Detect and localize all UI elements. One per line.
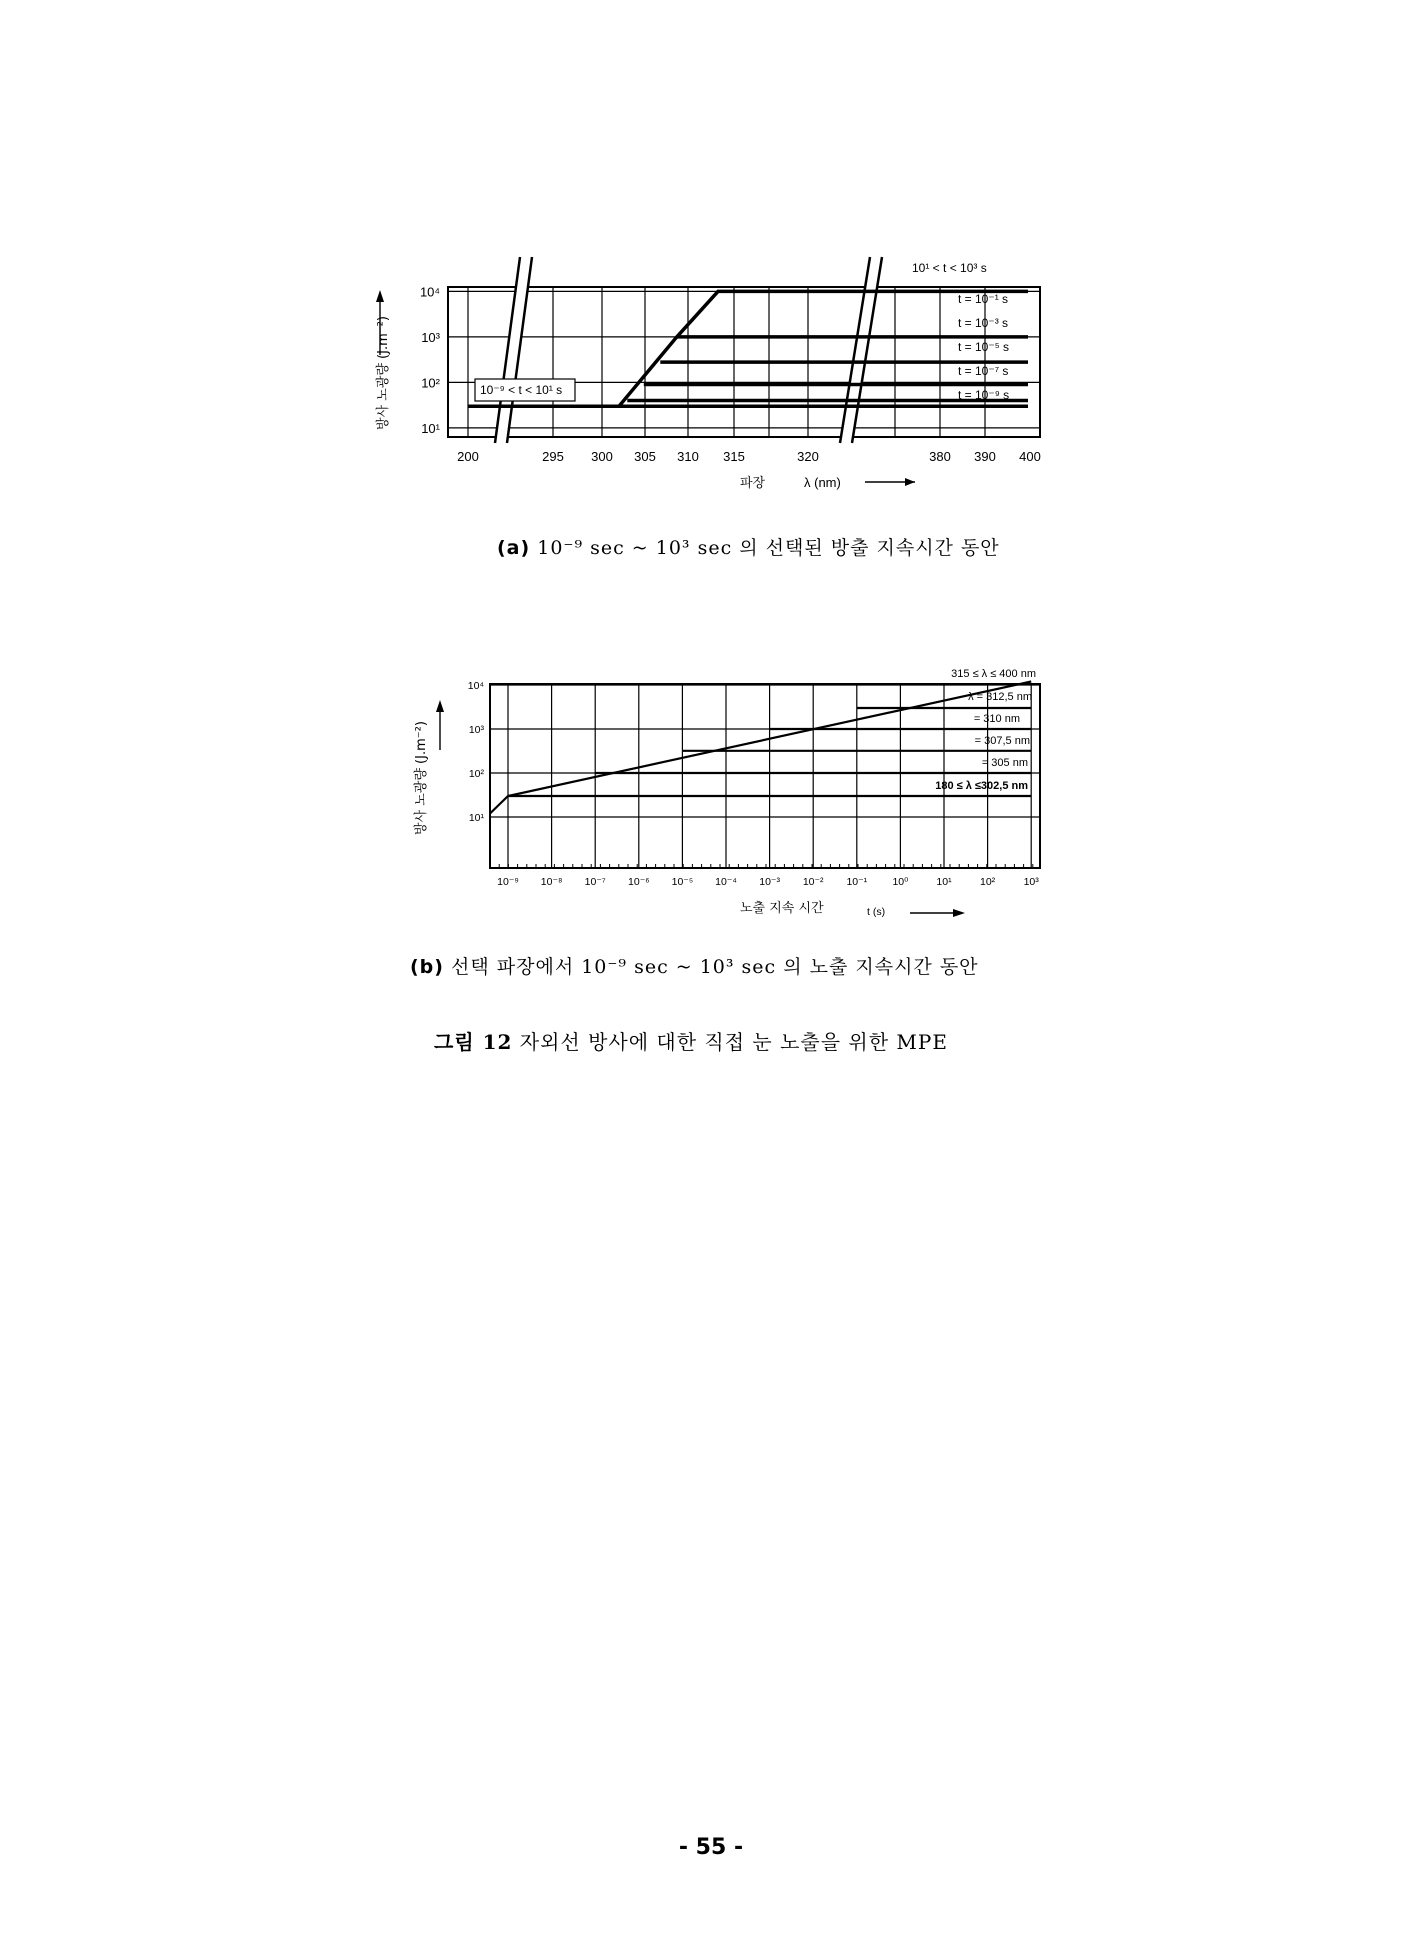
caption-a	[497, 533, 1000, 560]
chart-b-start-ramp	[490, 796, 508, 814]
caption-b-text: 선택 파장에서 10⁻⁹ sec ~ 10³ sec 의 노출 지속시간 동안	[451, 956, 979, 978]
chart-b-y-arrowhead	[436, 700, 444, 712]
chart-a-series-label-5: t = 10⁻⁹ s	[958, 388, 1010, 402]
chart-b-grid	[490, 684, 1040, 868]
caption-a-label: (a)	[497, 537, 531, 559]
chart-b-xtick-9: 10⁰	[892, 876, 909, 888]
chart-a-axis-break-0	[495, 257, 532, 443]
chart-a-ytick-2: 10³	[421, 329, 440, 345]
chart-b-xlabel-unit: t (s)	[867, 906, 886, 918]
chart-b-xtick-2: 10⁻⁷	[584, 876, 606, 888]
chart-a	[375, 257, 1041, 491]
chart-a-xtick-3: 305	[634, 449, 656, 464]
chart-b-frame	[490, 684, 1040, 868]
chart-b-ytick-0: 10¹	[468, 812, 484, 824]
chart-b-xtick-11: 10²	[980, 876, 996, 888]
chart-a-series-labels	[475, 261, 1009, 402]
chart-b-xtick-12: 10³	[1023, 876, 1039, 888]
page-number: - 55 -	[678, 1835, 744, 1860]
chart-a-xlabel: λ (nm)	[804, 475, 841, 490]
chart-a-xtick-1: 295	[542, 449, 564, 464]
chart-b-series-label-0: 315 ≤ λ ≤ 400 nm	[951, 668, 1036, 680]
caption-a-text: 10⁻⁹ sec ~ 10³ sec 의 선택된 방출 지속시간 동안	[537, 537, 1000, 559]
chart-b-series-label-3: = 307,5 nm	[974, 735, 1030, 747]
chart-a-series-label-1: t = 10⁻¹ s	[958, 292, 1009, 306]
figure-text: 자외선 방사에 대한 직접 눈 노출을 위한 MPE	[519, 1030, 948, 1054]
chart-a-series-label-6: 10⁻⁹ < t < 10¹ s	[480, 383, 563, 397]
chart-a-xlabel-prefix: 파장	[740, 476, 766, 491]
chart-a-xtick-0: 200	[457, 449, 479, 464]
figure-caption	[434, 1026, 948, 1055]
chart-a-ytick-1: 10²	[421, 375, 440, 391]
chart-a-series-label-4: t = 10⁻⁷ s	[958, 364, 1009, 378]
chart-a-y-arrowhead	[376, 290, 384, 302]
chart-b-series-label-1: λ = 312,5 nm	[968, 691, 1032, 703]
chart-a-xtick-9: 400	[1019, 449, 1041, 464]
chart-b-x-arrowhead	[953, 909, 965, 917]
chart-a-xtick-8: 390	[974, 449, 996, 464]
chart-a-ytick-0: 10¹	[421, 420, 440, 436]
chart-b-xtick-1: 10⁻⁸	[540, 876, 563, 888]
chart-b-xtick-3: 10⁻⁶	[628, 876, 650, 888]
chart-a-ylabel: 방사 노광량 (J.m⁻²)	[376, 316, 391, 430]
chart-b-series-label-2: = 310 nm	[973, 713, 1020, 725]
chart-a-xtick-5: 315	[723, 449, 745, 464]
chart-a-ytick-3: 10⁴	[419, 284, 440, 300]
chart-b-xtick-8: 10⁻¹	[846, 876, 868, 888]
chart-a-series-label-2: t = 10⁻³ s	[958, 316, 1009, 330]
chart-b-ytick-3: 10⁴	[467, 680, 484, 692]
chart-a-series-label-3: t = 10⁻⁵ s	[958, 340, 1009, 354]
chart-a-grid	[448, 257, 1040, 443]
chart-b-xtick-5: 10⁻⁴	[715, 876, 737, 888]
chart-b-ylabel: 방사 노광량 (J.m⁻²)	[414, 721, 429, 835]
chart-b-xlabel: 노출 지속 시간	[740, 901, 824, 916]
caption-b	[410, 952, 979, 979]
chart-b-xtick-4: 10⁻⁵	[671, 876, 694, 888]
chart-b-xtick-10: 10¹	[936, 876, 952, 888]
chart-a-xtick-2: 300	[591, 449, 613, 464]
chart-a-xtick-7: 380	[929, 449, 951, 464]
chart-b	[413, 668, 1040, 918]
chart-a-x-arrowhead	[905, 478, 915, 486]
chart-b-xtick-0: 10⁻⁹	[497, 876, 519, 888]
chart-b-ytick-2: 10³	[468, 724, 484, 736]
chart-b-ytick-1: 10²	[468, 768, 484, 780]
chart-b-xtick-7: 10⁻²	[802, 876, 824, 888]
chart-a-xtick-4: 310	[677, 449, 699, 464]
caption-b-label: (b)	[410, 956, 444, 978]
chart-b-curves	[490, 682, 1031, 814]
chart-b-series-label-5: 180 ≤ λ ≤302,5 nm	[935, 780, 1028, 792]
chart-a-xtick-6: 320	[797, 449, 819, 464]
chart-a-series-0	[553, 291, 1028, 406]
chart-a-axis-break-1	[840, 257, 882, 443]
figure-label: 그림 12	[434, 1030, 513, 1054]
chart-a-series-label-0: 10¹ < t < 10³ s	[912, 261, 987, 275]
chart-b-series-label-4: = 305 nm	[981, 757, 1028, 769]
chart-b-xtick-6: 10⁻³	[759, 876, 780, 888]
